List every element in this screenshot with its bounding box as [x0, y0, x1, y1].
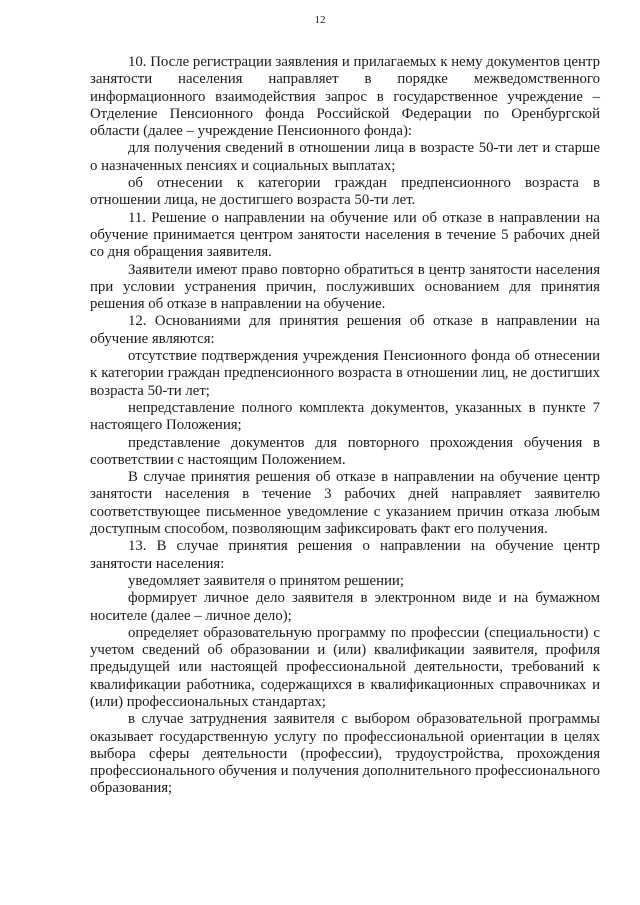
- paragraph-13: 13. В случае принятия решения о направлении на обучение центр занятости населения:: [90, 538, 600, 572]
- paragraph-13-item-orientation: в случае затруднения заявителя с выбором образовательной программы оказывает государственную услугу по профессиональной ориентации в целях выбора сферы деятельности (профессии), трудоустройства, прохождения профессионального обучения и получения дополнительного профессионального образования;: [90, 711, 600, 797]
- page-number: 12: [314, 14, 326, 26]
- paragraph-11-reapply: Заявители имеют право повторно обратиться в центр занятости населения при условии устранения причин, послуживших основанием для принятия решения об отказе в направлении на обучение.: [90, 261, 600, 313]
- paragraph-13-item-personal-file: формирует личное дело заявителя в электронном виде и на бумажном носителе (далее – личное дело);: [90, 590, 600, 624]
- paragraph-12-item-repeat-training: представление документов для повторного прохождения обучения в соответствии с настоящим Положением.: [90, 434, 600, 468]
- paragraph-10: 10. После регистрации заявления и прилагаемых к нему документов центр занятости населения направляет в порядке межведомственного информационного взаимодействия запрос в государственное учреждение – Отделение Пенсионного фонда Российской Федерации по Оренбургской области (далее – учреждение Пенсионного фонда):: [90, 54, 600, 140]
- paragraph-12-item-incomplete-docs: непредставление полного комплекта документов, указанных в пункте 7 настоящего Положения;: [90, 399, 600, 434]
- paragraph-13-item-program: определяет образовательную программу по профессии (специальности) с учетом сведений об образовании и (или) квалификации заявителя, профиля предыдущей или настоящей профессиональной деятельности, требований к квалификации работника, содержащихся в квалификационных справочниках и (или) профессиональных стандартах;: [90, 624, 600, 710]
- paragraph-12: 12. Основаниями для принятия решения об отказе в направлении на обучение являются:: [90, 313, 600, 347]
- document-body: [90, 54, 600, 798]
- paragraph-10-item-pensions: для получения сведений в отношении лица в возрасте 50-ти лет и старше о назначенных пенсиях и социальных выплатах;: [90, 140, 600, 174]
- paragraph-11: 11. Решение о направлении на обучение или об отказе в направлении на обучение принимается центром занятости населения в течение 5 рабочих дней со дня обращения заявителя.: [90, 209, 600, 261]
- paragraph-13-item-notify: уведомляет заявителя о принятом решении;: [128, 572, 404, 589]
- paragraph-12-item-no-confirmation: отсутствие подтверждения учреждения Пенсионного фонда об отнесении к категории граждан предпенсионного возраста в отношении лиц, не достигших возраста 50-ти лет;: [90, 348, 600, 399]
- paragraph-12-refusal-notice: В случае принятия решения об отказе в направлении на обучение центр занятости населения в течение 3 рабочих дней направляет заявителю соответствующее письменное уведомление с указанием причин отказа любым доступным способом, позволяющим зафиксировать факт его получения.: [90, 469, 600, 538]
- paragraph-10-item-preretirement: об отнесении к категории граждан предпенсионного возраста в отношении лица, не достигшего возраста 50-ти лет.: [90, 175, 600, 209]
